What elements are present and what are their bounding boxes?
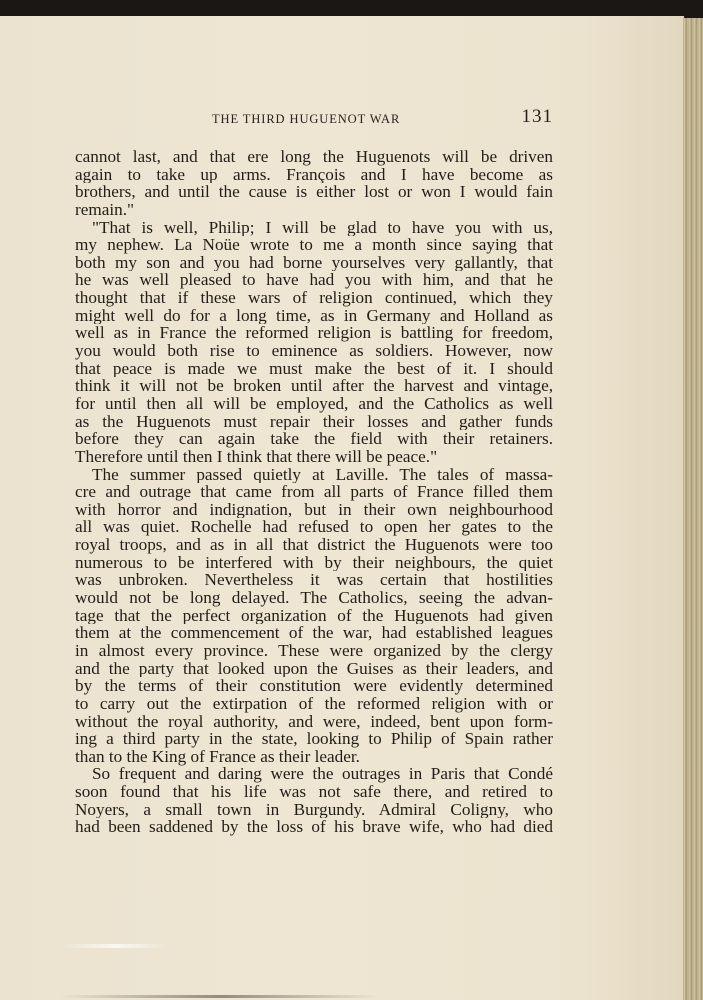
text-line: numerous to be interfered with by their neighbours, the quiet (75, 553, 553, 572)
text-line: again to take up arms. François and I have become as (75, 165, 553, 184)
text-line: all was quiet. Rochelle had refused to open her gates to the (75, 518, 553, 537)
text-line: would not be long delayed. The Catholics, seeing the advan- (75, 589, 553, 607)
scan-bottom-shadow (60, 995, 380, 998)
running-header-title: THE THIRD HUGUENOT WAR (212, 112, 401, 126)
page-stack-edge (683, 18, 703, 1000)
text-line: both my son and you had borne yourselves very gallantly, that (75, 253, 553, 272)
text-line: and the party that looked upon the Guises as their leaders, and (75, 659, 553, 678)
text-line: tage that the perfect organization of the Huguenots had given (75, 606, 553, 625)
text-line: in almost every province. These were organized by the clergy (75, 641, 553, 660)
text-line: Noyers, a small town in Burgundy. Admiral Coligny, who (75, 800, 553, 819)
text-line: that peace is made we must make the best of it. I should (75, 359, 553, 378)
running-header (75, 106, 553, 130)
text-line: my nephew. La Noüe wrote to me a month since saying that (75, 236, 553, 254)
text-line: soon found that his life was not safe there, and retired to (75, 783, 553, 801)
scan-light-streak (60, 944, 170, 948)
text-line: brothers, and until the cause is either lost or won I would fain (75, 183, 553, 201)
text-line: The summer passed quietly at Laville. The tales of massa- (92, 465, 553, 484)
body-text (75, 148, 553, 836)
text-line: "That is well, Philip; I will be glad to have you with us, (92, 218, 553, 237)
text-line: Therefore until then I think that there will be peace." (75, 446, 438, 466)
text-line: for until then all will be employed, and the Catholics as well (75, 394, 553, 413)
page-number: 131 (521, 106, 553, 127)
text-line: might well do for a long time, as in Germany and Holland as (75, 306, 553, 325)
text-line: well as in France the reformed religion is battling for freedom, (75, 324, 553, 343)
text-line: cannot last, and that ere long the Huguenots will be driven (75, 148, 553, 166)
text-line: think it will not be broken until after the harvest and vintage, (75, 377, 553, 395)
text-line: as the Huguenots must repair their losses and gather funds (75, 412, 553, 431)
text-line: than to the King of France as their leader. (75, 746, 360, 766)
text-line: thought that if these wars of religion continued, which they (75, 289, 553, 307)
text-line: you would both rise to eminence as soldiers. However, now (75, 342, 553, 360)
text-line: was unbroken. Nevertheless it was certain that hostilities (75, 571, 553, 590)
text-line: had been saddened by the loss of his brave wife, who had died (75, 818, 553, 836)
text-line: So frequent and daring were the outrages in Paris that Condé (92, 765, 553, 784)
text-line: ing a third party in the state, looking to Philip of Spain rather (75, 730, 553, 748)
text-line: royal troops, and as in all that district the Huguenots were too (75, 536, 553, 554)
text-line: to carry out the extirpation of the reformed religion with or (75, 694, 553, 713)
text-line: them at the commencement of the war, had established leagues (75, 624, 553, 642)
text-line: without the royal authority, and were, indeed, bent upon form- (75, 712, 553, 731)
text-line: remain." (75, 199, 135, 219)
text-line: before they can again take the field with their retainers. (75, 430, 553, 448)
text-line: by the terms of their constitution were evidently determined (75, 677, 553, 695)
text-line: with horror and indignation, but in their own neighbourhood (75, 500, 553, 519)
text-line: cre and outrage that came from all parts of France filled them (75, 483, 553, 501)
text-line: he was well pleased to have had you with him, and that he (75, 271, 553, 290)
